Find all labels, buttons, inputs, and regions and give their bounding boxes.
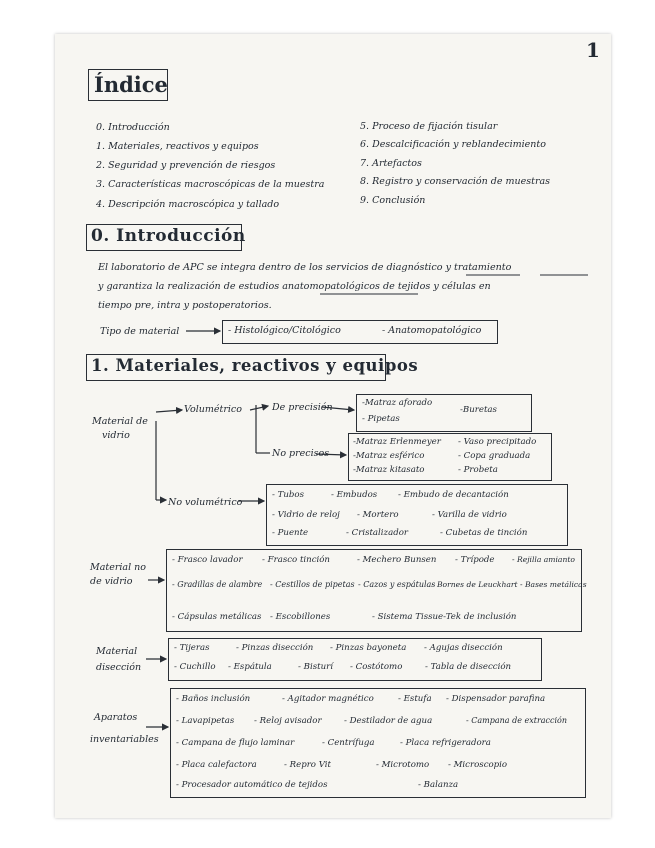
aparatos-item: - Dispensador parafina	[446, 694, 546, 704]
intro-heading: 0. Introducción	[91, 226, 246, 246]
index-item: 8. Registro y conservación de muestras	[360, 176, 551, 187]
aparatos-item: - Balanza	[418, 780, 459, 790]
index-item: 3. Características macroscópicas de la muestra	[96, 179, 325, 190]
diseccion-item: - Espátula	[228, 662, 272, 672]
index-item: 5. Proceso de fijación tisular	[360, 121, 498, 132]
aparatos-item: - Agitador magnético	[282, 694, 374, 704]
no-volumetrico-item: - Puente	[272, 528, 309, 538]
no-vidrio-item: - Frasco tinción	[262, 555, 330, 565]
no-volumetrico-item: - Vidrio de reloj	[272, 510, 340, 520]
no-vidrio-item: - Cazos y espátulas	[358, 580, 436, 589]
diseccion-item: - Pinzas bayoneta	[330, 643, 407, 653]
no-vidrio-item: - Bornes de Leuckhart	[432, 580, 518, 589]
no-vidrio-item: - Trípode	[455, 555, 495, 565]
no-volumetrico-item: - Cristalizador	[346, 528, 408, 538]
no-precisos-item: -Matraz esférico	[353, 451, 425, 461]
aparatos-item: - Placa refrigeradora	[400, 738, 491, 748]
aparatos-item: - Destilador de agua	[344, 716, 433, 726]
page-number: 1	[586, 38, 600, 62]
tipo-value: - Anatomopatológico	[382, 325, 482, 336]
aparatos-item: - Microscopio	[448, 760, 508, 770]
aparatos-item: - Baños inclusión	[176, 694, 251, 704]
index-item: 0. Introducción	[96, 122, 170, 133]
no-vidrio-item: - Rejilla amianto	[512, 555, 575, 564]
aparatos-label: Aparatos	[94, 712, 138, 723]
no-volumetrico-item: - Tubos	[272, 490, 304, 500]
no-volumetrico-item: - Embudo de decantación	[398, 490, 509, 500]
aparatos-item: - Reloj avisador	[254, 716, 322, 726]
aparatos-item: - Procesador automático de tejidos	[176, 780, 328, 790]
no-vidrio-item: - Cestillos de pipetas	[270, 580, 355, 589]
aparatos-label: inventariables	[90, 734, 159, 745]
no-vidrio-item: - Frasco lavador	[172, 555, 243, 565]
tipo-material-label: Tipo de material	[100, 326, 180, 337]
index-item: 7. Artefactos	[360, 158, 422, 169]
no-vidrio-label: Material no	[90, 562, 146, 573]
diseccion-item: - Pinzas disección	[236, 643, 314, 653]
diseccion-item: - Tabla de disección	[425, 662, 512, 672]
no-vidrio-item: - Bases metálicas	[520, 580, 587, 589]
no-volumetrico-item: - Varilla de vidrio	[432, 510, 507, 520]
no-precisos-item: -Matraz kitasato	[353, 465, 425, 475]
index-item: 1. Materiales, reactivos y equipos	[96, 141, 259, 152]
no-precisos-item: - Probeta	[458, 465, 498, 475]
aparatos-item: - Microtomo	[376, 760, 430, 770]
intro-line: y garantiza la realización de estudios anatomopatológicos de tejidos y células en	[98, 281, 491, 292]
aparatos-item: - Repro Vit	[284, 760, 331, 770]
index-item: 2. Seguridad y prevención de riesgos	[96, 160, 276, 171]
no-volumetrico-item: - Mortero	[357, 510, 399, 520]
index-item: 6. Descalcificación y reblandecimiento	[360, 139, 546, 150]
no-precisos-item: - Copa graduada	[458, 451, 531, 461]
diseccion-item: - Cuchillo	[174, 662, 216, 672]
no-precisos-label: No precisos	[272, 448, 330, 459]
no-volumetrico-label: No volumétrico	[168, 497, 243, 508]
no-vidrio-item: - Mechero Bunsen	[357, 555, 437, 565]
precision-item: -Matraz aforado	[362, 398, 433, 408]
precision-item: -Buretas	[460, 405, 497, 415]
no-vidrio-item: - Cápsulas metálicas	[172, 612, 262, 622]
aparatos-item: - Lavapipetas	[176, 716, 235, 726]
no-vidrio-item: - Escobillones	[270, 612, 331, 622]
index-item: 4. Descripción macroscópica y tallado	[96, 199, 280, 210]
intro-line: El laboratorio de APC se integra dentro de los servicios de diagnóstico y tratamiento	[98, 262, 512, 273]
no-vidrio-item: - Sistema Tissue-Tek de inclusión	[372, 612, 517, 622]
materials-heading: 1. Materiales, reactivos y equipos	[91, 356, 419, 375]
diseccion-item: - Bisturí	[298, 662, 333, 672]
no-vidrio-item: - Gradillas de alambre	[172, 580, 263, 589]
diseccion-label: Material	[96, 646, 138, 657]
de-precision-label: De precisión	[272, 402, 333, 413]
no-precisos-item: - Vaso precipitado	[458, 437, 537, 447]
intro-line: tiempo pre, intra y postoperatorios.	[98, 300, 272, 311]
diseccion-item: - Tijeras	[174, 643, 210, 653]
precision-item: - Pipetas	[362, 414, 400, 424]
aparatos-item: - Campana de flujo laminar	[176, 738, 295, 748]
tipo-value: - Histológico/Citológico	[228, 325, 341, 336]
volumetrico-label: Volumétrico	[184, 404, 242, 415]
no-volumetrico-item: - Embudos	[331, 490, 378, 500]
aparatos-item: - Centrífuga	[322, 738, 375, 748]
aparatos-item: - Estufa	[398, 694, 432, 704]
vidrio-label: Material de	[92, 416, 148, 427]
diseccion-label: disección	[96, 662, 142, 673]
aparatos-item: - Placa calefactora	[176, 760, 257, 770]
index-title: Índice	[94, 72, 168, 97]
no-precisos-item: -Matraz Erlenmeyer	[353, 437, 441, 447]
diseccion-item: - Costótomo	[350, 662, 403, 672]
aparatos-item: - Campana de extracción	[466, 716, 568, 725]
vidrio-label: vidrio	[102, 430, 130, 441]
no-vidrio-label: de vidrio	[90, 576, 133, 587]
diseccion-item: - Agujas disección	[424, 643, 503, 653]
no-volumetrico-item: - Cubetas de tinción	[440, 528, 528, 538]
index-item: 9. Conclusión	[360, 195, 426, 206]
